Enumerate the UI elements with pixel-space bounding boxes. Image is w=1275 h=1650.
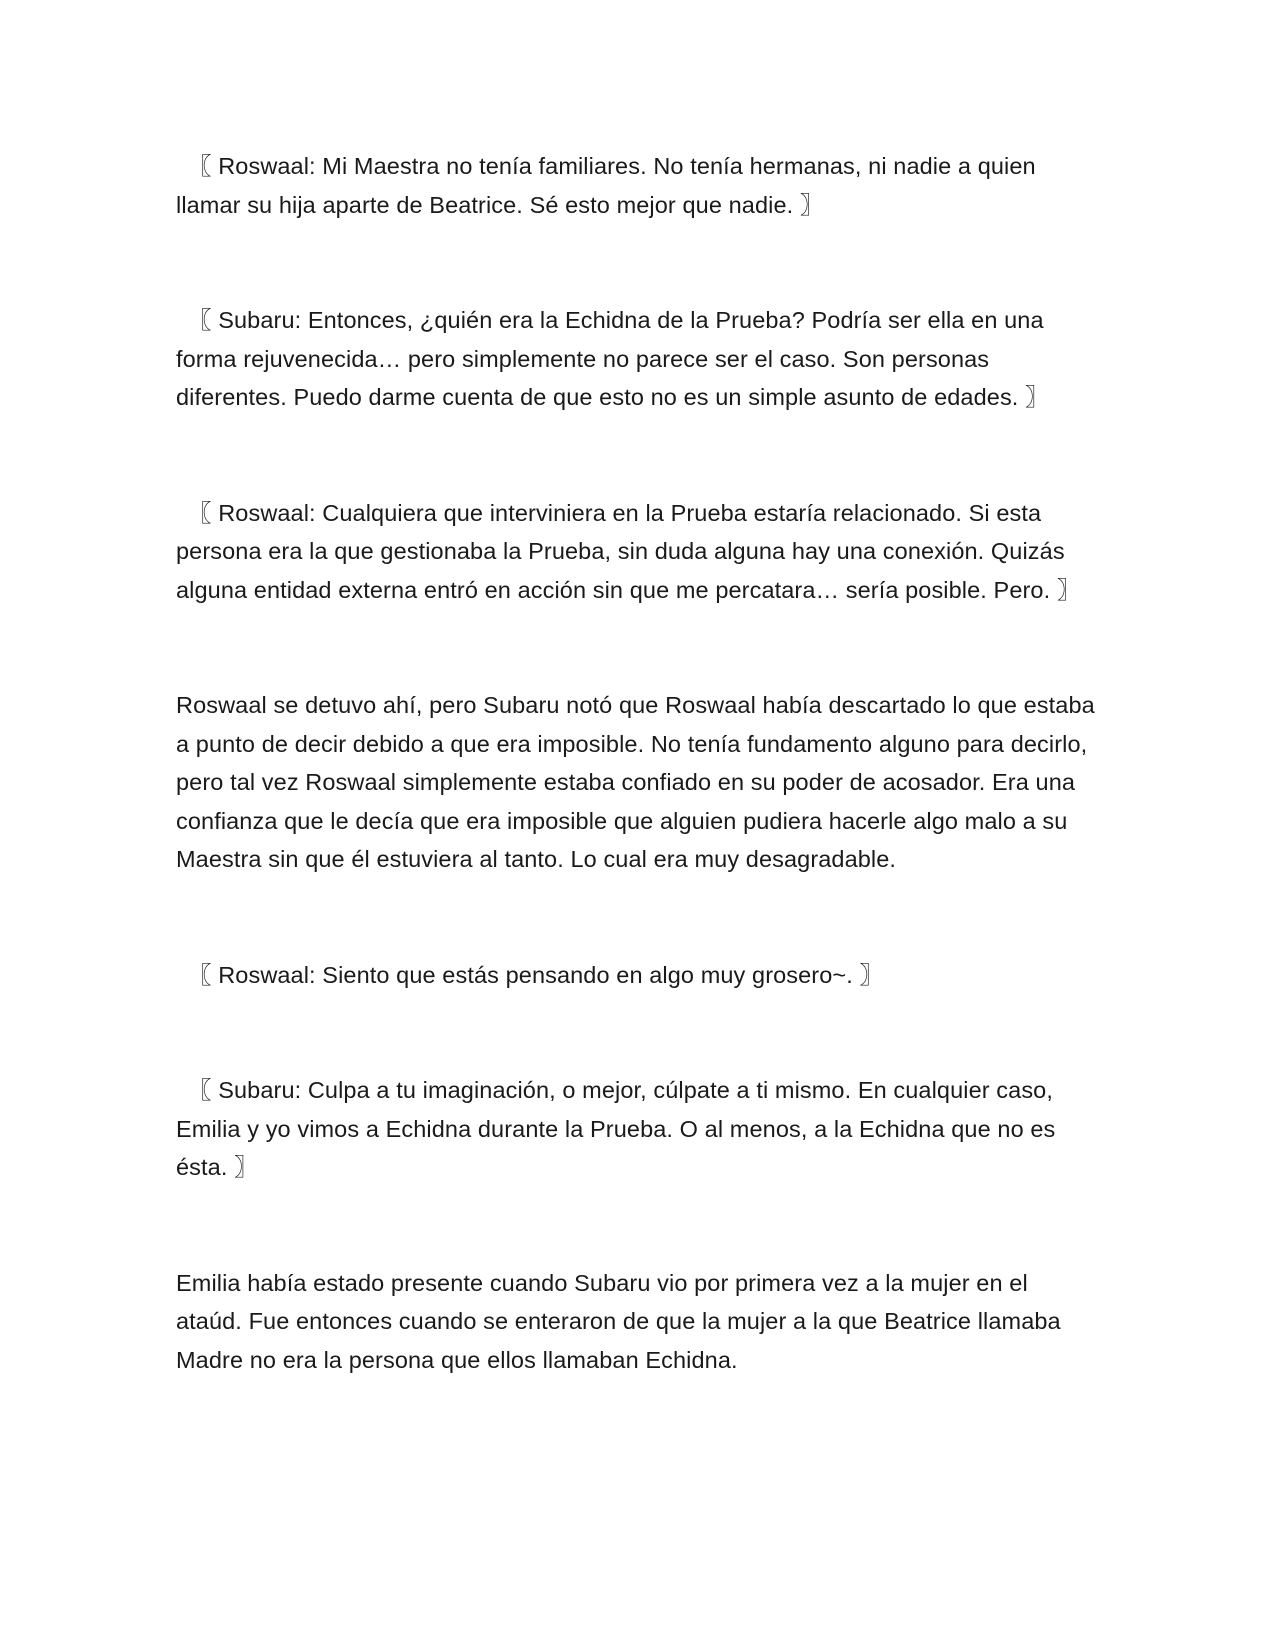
paragraph-narration-2: Emilia había estado presente cuando Subaru vio por primera vez a la mujer en el ataúd. Fue entonces cuando se enteraron de que la mujer a la que Beatrice llamaba Madre no era la persona que ellos llamaban Echidna.	[176, 1269, 1068, 1373]
paragraph-subaru-dialogue-2: 〖 Subaru: Culpa a tu imaginación, o mejor, cúlpate a ti mismo. En cualquier caso, Emilia y yo vimos a Echidna durante la Prueba. O al menos, a la Echidna que no es ésta. 〗	[176, 1077, 1063, 1180]
paragraph-narration-1: Roswaal se detuvo ahí, pero Subaru notó que Roswaal había descartado lo que estaba a punto de decir debido a que era imposible. No tenía fundamento alguno para decirlo, pero tal vez Roswaal simplemente estaba confiado en su poder de acosador. Era una confianza que le decía que era imposible que alguien pudiera hacerle algo malo a su Maestra sin que él estuviera al tanto. Lo cual era muy desagradable.	[176, 692, 1102, 872]
paragraph-roswaal-dialogue-1: 〖 Roswaal: Mi Maestra no tenía familiares. No tenía hermanas, ni nadie a quien llamar su hija aparte de Beatrice. Sé esto mejor que nadie. 〗	[176, 153, 1043, 218]
paragraph-roswaal-dialogue-2: 〖 Roswaal: Cualquiera que interviniera en la Prueba estaría relacionado. Si esta persona era la que gestionaba la Prueba, sin duda alguna hay una conexión. Quizás alguna entidad externa entró en acción sin que me percatara… sería posible. Pero. 〗	[176, 499, 1081, 603]
text-body	[176, 147, 1102, 1456]
paragraph-roswaal-dialogue-3: 〖 Roswaal: Siento que estás pensando en algo muy grosero~. 〗	[188, 961, 884, 988]
paragraph-subaru-dialogue-1: 〖 Subaru: Entonces, ¿quién era la Echidna de la Prueba? Podría ser ella en una forma rejuvenecida… pero simplemente no parece ser el caso. Son personas diferentes. Puedo darme cuenta de que esto no es un simple asunto de edades. 〗	[176, 307, 1051, 410]
